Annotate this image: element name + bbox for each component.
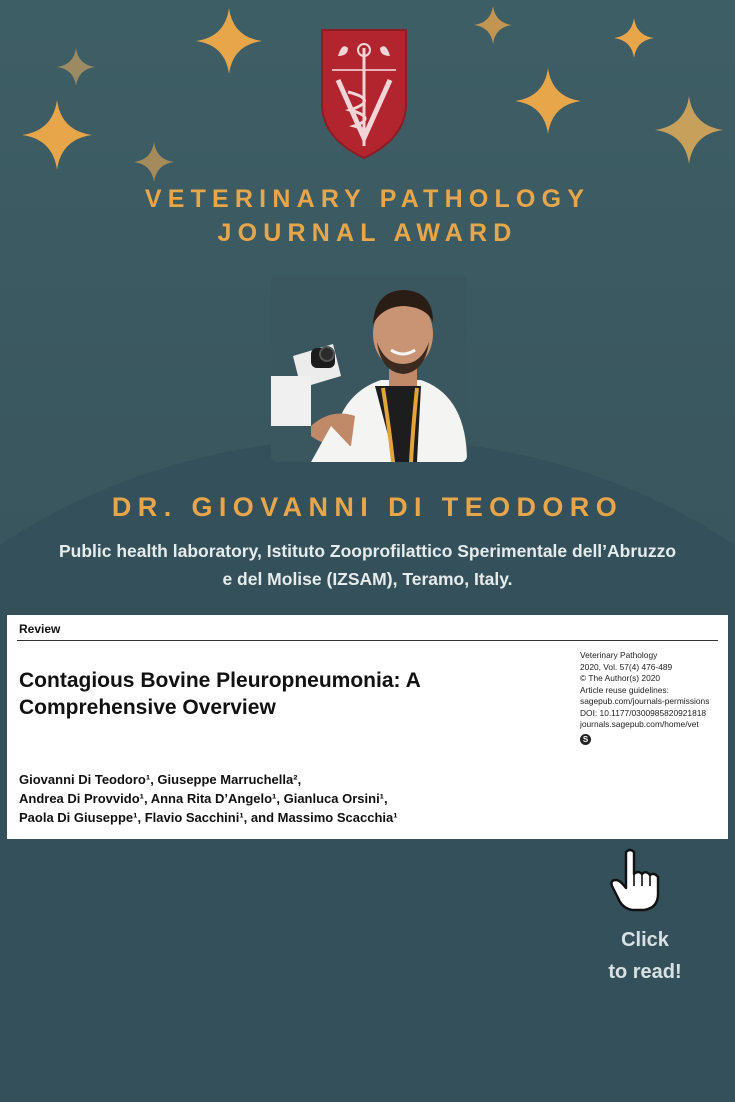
star-icon <box>196 8 262 74</box>
cta-line1: Click <box>621 929 669 951</box>
article-home-url: journals.sagepub.com/home/vet <box>580 719 699 729</box>
recipient-name: DR. GIOVANNI DI TEODORO <box>111 492 624 522</box>
article-metadata <box>580 650 726 745</box>
article-journal: Veterinary Pathology <box>580 650 658 660</box>
click-to-read-link[interactable] <box>590 924 700 988</box>
star-icon <box>22 100 92 170</box>
article-section-label: Review <box>19 622 61 636</box>
affiliation-line1: Public health laboratory, Istituto Zooprofilattico Sperimentale dell’Abruzzo <box>58 541 677 561</box>
article-title-line1: Contagious Bovine Pleuropneumonia: A <box>19 669 421 692</box>
authors-line2: Andrea Di Provvido¹, Anna Rita D’Angelo¹, Gianluca Orsini¹, <box>19 791 388 806</box>
star-icon <box>57 48 95 86</box>
sage-logo-icon: S <box>580 734 591 745</box>
award-title <box>0 182 735 250</box>
star-icon <box>474 6 512 44</box>
star-icon <box>614 18 654 58</box>
recipient-affiliation <box>0 537 735 593</box>
affiliation-line2: e del Molise (IZSAM), Teramo, Italy. <box>222 569 513 589</box>
article-copyright: © The Author(s) 2020 <box>580 673 661 683</box>
star-icon <box>515 68 581 134</box>
article-card-link[interactable] <box>7 615 728 839</box>
award-title-line2: JOURNAL AWARD <box>217 219 518 247</box>
cta-line2: to read! <box>608 961 682 983</box>
article-title <box>19 667 559 721</box>
article-reuse-url: sagepub.com/journals-permissions <box>580 696 710 706</box>
star-icon <box>655 96 723 164</box>
authors-line3: Paola Di Giuseppe¹, Flavio Sacchini¹, and Massimo Scacchia¹ <box>19 810 398 825</box>
article-authors <box>19 770 719 827</box>
article-divider <box>17 640 718 641</box>
authors-line1: Giovanni Di Teodoro¹, Giuseppe Marruchella², <box>19 772 302 787</box>
article-citation: 2020, Vol. 57(4) 476-489 <box>580 661 673 672</box>
star-icon <box>134 142 174 182</box>
article-reuse-label: Article reuse guidelines: <box>580 684 669 695</box>
award-title-line1: VETERINARY PATHOLOGY <box>144 185 591 213</box>
caduceus-shield-icon <box>318 26 410 162</box>
article-title-line2: Comprehensive Overview <box>19 696 276 719</box>
article-doi: DOI: 10.1177/0300985820921818 <box>580 707 707 718</box>
recipient-photo <box>271 276 467 462</box>
pointing-hand-icon[interactable] <box>608 848 664 912</box>
